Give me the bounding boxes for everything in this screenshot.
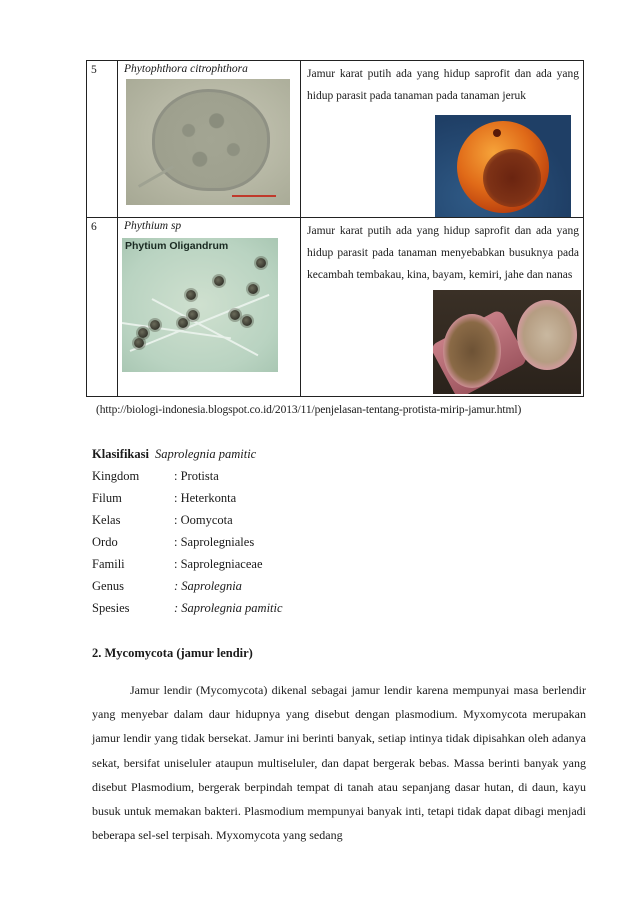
pythium-micrograph-image <box>122 238 278 372</box>
stem-cross-section-shape <box>443 314 501 388</box>
rank-value: : Saprolegniales <box>174 535 255 549</box>
stem-cross-section-shape <box>517 300 577 370</box>
rank-label: Spesies <box>92 601 130 615</box>
rank-label: Genus <box>92 579 124 593</box>
classification-label: Klasifikasi <box>92 447 149 461</box>
oospore-dot <box>188 310 198 320</box>
rot-lesion-shape <box>483 149 541 207</box>
table-row <box>87 218 584 397</box>
infected-orange-image <box>435 115 571 217</box>
source-url: (http://biologi-indonesia.blogspot.co.id/2013/11/penjelasan-tentang-protista-mirip-jamur.html) <box>96 404 522 416</box>
species-name-cell <box>118 218 301 397</box>
sporangium-shape <box>152 89 270 191</box>
section-paragraph: Jamur lendir (Mycomycota) dikenal sebagai jamur lendir karena mempunyai masa berlendir yang menyebar dalam daur hidupnya yang disebut dengan plasmodium. Myxomycota merupakan jamur lendir yang tidak bersekat. Jamur ini berinti banyak, setiap intinya tidak dipisahkan oleh adanya sekat, bersifat uniseluler ataupun multiseluler, dan dapat bergerak bebas. Massa berinti banyak yang disebut Plasmodium, bergerak berpindah tempat di tanah atau sepanjang dasar hutan, di daun, kayu busuk untuk memakan bakteri. Plasmodium mempunyai banyak inti, tetapi tidak dapat dibagi menjadi beberapa sel-sel terpisah. Myxomycota yang sedang <box>92 683 586 843</box>
row-number: 6 <box>91 221 97 233</box>
species-table <box>86 60 584 397</box>
species-name: Phytophthora citrophthora <box>124 63 248 75</box>
description-cell <box>301 218 584 397</box>
rank-value: : Heterkonta <box>174 491 237 505</box>
row-number: 5 <box>91 64 97 76</box>
rank-value: : Saprolegnia <box>174 579 242 593</box>
species-description: Jamur karat putih ada yang hidup saprofit dan ada yang hidup parasit pada tanaman pada tanaman jeruk <box>307 68 579 102</box>
oospore-dot <box>242 316 252 326</box>
phytophthora-micrograph-image <box>126 79 290 205</box>
oospore-dot <box>230 310 240 320</box>
oospore-dot <box>134 338 144 348</box>
rank-label: Famili <box>92 557 125 571</box>
classification-species: Saprolegnia pamitic <box>154 447 257 461</box>
row-number-cell <box>87 61 118 218</box>
oospore-dot <box>150 320 160 330</box>
rank-value: : Oomycota <box>174 513 233 527</box>
oospore-dot <box>138 328 148 338</box>
species-description: Jamur karat putih ada yang hidup saprofit dan ada yang hidup parasit pada tanaman menyebabkan busuknya pada kecambah tembakau, kina, bayam, kemiri, jahe dan nanas <box>307 225 579 281</box>
description-cell <box>301 61 584 218</box>
rank-label: Kingdom <box>92 469 140 483</box>
hypha-line <box>152 298 259 356</box>
rank-label: Kelas <box>92 513 121 527</box>
rank-value: : Saprolegniaceae <box>174 557 263 571</box>
section-heading: 2. Mycomycota (jamur lendir) <box>92 646 253 660</box>
classification-title <box>92 447 256 462</box>
rank-label: Filum <box>92 491 122 505</box>
stem-end-shape <box>493 129 501 137</box>
species-name: Phythium sp <box>124 220 182 232</box>
oospore-dot <box>178 318 188 328</box>
scale-bar <box>232 195 276 197</box>
oospore-dot <box>256 258 266 268</box>
oospore-dot <box>214 276 224 286</box>
rotted-stem-image <box>433 290 581 394</box>
section-paragraph-block <box>92 678 586 847</box>
table-row <box>87 61 584 218</box>
oospore-dot <box>186 290 196 300</box>
rank-label: Ordo <box>92 535 118 549</box>
oospore-dot <box>248 284 258 294</box>
species-name-cell <box>118 61 301 218</box>
rank-value: : Protista <box>174 469 219 483</box>
rank-value: : Saprolegnia pamitic <box>174 601 283 615</box>
row-number-cell <box>87 218 118 397</box>
micrograph-caption: Phytium Oligandrum <box>125 240 229 252</box>
